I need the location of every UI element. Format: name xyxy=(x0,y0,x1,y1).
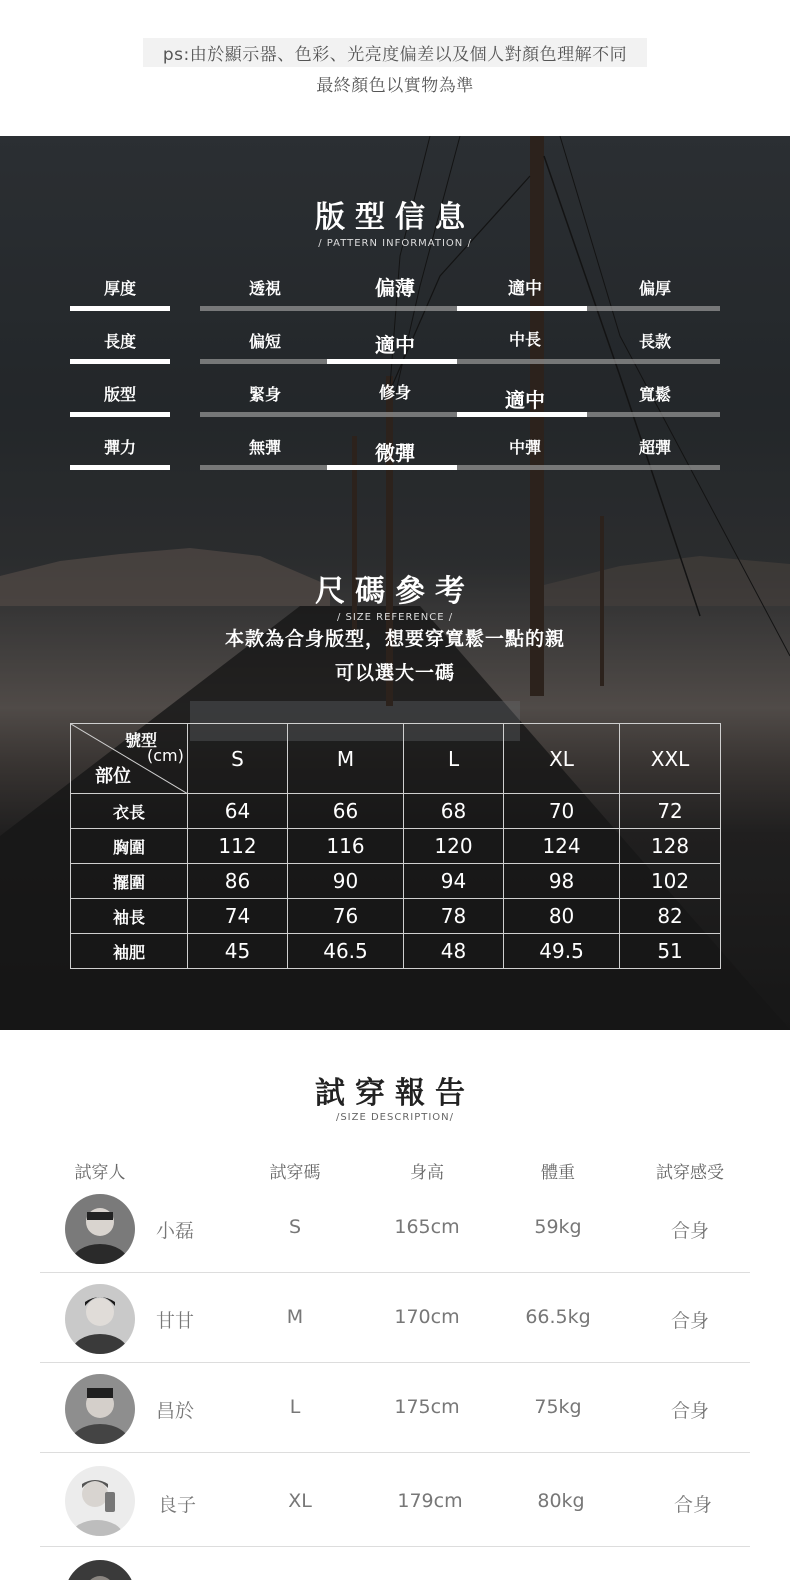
table-cell: 74 xyxy=(188,899,288,934)
row-header: 擺圍 xyxy=(71,864,188,899)
size-table xyxy=(70,723,721,969)
tester-feel: 合身 xyxy=(670,1310,709,1332)
table-cell: 46.5 xyxy=(287,934,403,969)
corner-part-label: 部位 xyxy=(95,766,131,787)
row-header: 衣長 xyxy=(71,794,188,829)
table-cell: 78 xyxy=(404,899,504,934)
size-col-header: M xyxy=(287,724,403,794)
table-cell: 94 xyxy=(404,864,504,899)
table-cell: 45 xyxy=(188,934,288,969)
pattern-option: 透視 xyxy=(248,279,281,298)
tester-weight: 80kg xyxy=(537,1490,585,1512)
table-row xyxy=(40,1274,750,1363)
avatar xyxy=(65,1560,135,1580)
tester-feel: 合身 xyxy=(673,1494,712,1516)
table-cell: 70 xyxy=(503,794,619,829)
size-col-header: XL xyxy=(503,724,619,794)
table-cell: 76 xyxy=(287,899,403,934)
pattern-row-label: 長度 xyxy=(103,332,136,351)
header-height: 身高 xyxy=(410,1163,444,1183)
row-header: 胸圍 xyxy=(71,829,188,864)
pattern-option: 偏厚 xyxy=(638,279,671,298)
avatar xyxy=(65,1284,135,1354)
table-cell: 86 xyxy=(188,864,288,899)
size-ref-intro xyxy=(0,622,790,690)
table-row xyxy=(40,1184,750,1273)
table-cell: 90 xyxy=(287,864,403,899)
table-row xyxy=(71,864,721,899)
table-cell: 116 xyxy=(287,829,403,864)
table-cell: 49.5 xyxy=(503,934,619,969)
pattern-option: 中彈 xyxy=(508,438,541,457)
pattern-section-title xyxy=(0,192,790,249)
pattern-selected-bar xyxy=(457,412,587,417)
table-row xyxy=(40,1454,750,1547)
header-size: 試穿碼 xyxy=(269,1163,321,1183)
report-subtitle: /SIZE DESCRIPTION/ xyxy=(335,1112,455,1123)
size-col-header: S xyxy=(188,724,288,794)
table-cell: 80 xyxy=(503,899,619,934)
pattern-option: 寬鬆 xyxy=(638,385,671,404)
pattern-row xyxy=(70,325,720,378)
table-cell: 112 xyxy=(188,829,288,864)
pattern-row-label: 厚度 xyxy=(103,279,136,298)
tester-name: 昌於 xyxy=(155,1400,194,1422)
pattern-option-selected: 適中 xyxy=(375,333,415,357)
report-section-title xyxy=(0,1068,790,1123)
pattern-row xyxy=(70,431,720,484)
pattern-option: 緊身 xyxy=(248,385,281,404)
size-table-corner xyxy=(71,724,188,794)
size-table-header xyxy=(71,724,721,794)
pattern-selected-bar xyxy=(327,359,457,364)
pattern-track xyxy=(200,465,720,470)
table-cell: 72 xyxy=(620,794,721,829)
pattern-option: 超彈 xyxy=(638,438,671,457)
tester-weight: 59kg xyxy=(534,1216,582,1238)
pattern-label-bar xyxy=(70,412,170,417)
size-ref-section-title xyxy=(0,566,790,623)
avatar xyxy=(65,1374,135,1444)
pattern-option: 修身 xyxy=(378,383,411,402)
pattern-label-bar xyxy=(70,359,170,364)
table-row xyxy=(71,934,721,969)
pattern-option: 偏短 xyxy=(248,332,281,351)
corner-unit-label: (cm) xyxy=(147,746,184,765)
avatar xyxy=(65,1194,135,1264)
tester-weight: 75kg xyxy=(534,1396,582,1418)
row-header: 袖肥 xyxy=(71,934,188,969)
color-notice xyxy=(0,38,790,96)
table-cell: 124 xyxy=(503,829,619,864)
table-row xyxy=(40,1364,750,1453)
report-table-header xyxy=(40,1158,750,1182)
header-feel: 試穿感受 xyxy=(656,1163,724,1183)
pattern-row xyxy=(70,272,720,325)
pattern-row-label: 彈力 xyxy=(103,438,136,457)
tester-size: XL xyxy=(288,1490,312,1512)
header-person: 試穿人 xyxy=(74,1163,126,1183)
pattern-option-selected: 微彈 xyxy=(375,441,415,465)
table-cell: 48 xyxy=(404,934,504,969)
table-row xyxy=(71,829,721,864)
size-info-panel xyxy=(0,136,790,1030)
table-cell: 82 xyxy=(620,899,721,934)
table-cell: 68 xyxy=(404,794,504,829)
tester-weight: 66.5kg xyxy=(525,1306,591,1328)
tester-name: 小磊 xyxy=(155,1220,194,1242)
pattern-row-label: 版型 xyxy=(103,385,136,404)
row-header: 袖長 xyxy=(71,899,188,934)
size-ref-subtitle: / SIZE REFERENCE / xyxy=(336,612,454,623)
tester-size: S xyxy=(288,1216,302,1238)
notice-line-2: 最終顏色以實物為準 xyxy=(316,76,474,96)
pattern-option: 長款 xyxy=(638,332,671,351)
tester-feel: 合身 xyxy=(670,1400,709,1422)
table-cell: 128 xyxy=(620,829,721,864)
pattern-option: 無彈 xyxy=(248,438,281,457)
pattern-label-bar xyxy=(70,306,170,311)
pattern-option: 中長 xyxy=(508,330,541,349)
tester-height: 175cm xyxy=(394,1396,460,1418)
pattern-selected-bar xyxy=(327,465,457,470)
corner-size-label: 號型 xyxy=(125,731,158,750)
pattern-selected-bar xyxy=(457,306,587,311)
pattern-subtitle: / PATTERN INFORMATION / xyxy=(318,238,472,249)
size-ref-title: 尺碼參考 xyxy=(315,574,475,609)
pattern-track xyxy=(200,359,720,364)
tester-size: L xyxy=(289,1396,301,1418)
report-title: 試穿報告 xyxy=(315,1076,475,1111)
pattern-label-bar xyxy=(70,465,170,470)
pattern-title: 版型信息 xyxy=(315,200,475,235)
tester-height: 179cm xyxy=(397,1490,463,1512)
pattern-option: 偏薄 xyxy=(375,276,415,300)
size-ref-intro-line-1: 本款為合身版型，想要穿寬鬆一點的親 xyxy=(224,628,565,650)
size-col-header: XXL xyxy=(620,724,721,794)
table-cell: 102 xyxy=(620,864,721,899)
table-cell: 66 xyxy=(287,794,403,829)
table-cell: 64 xyxy=(188,794,288,829)
tester-size: M xyxy=(286,1306,304,1328)
size-col-header: L xyxy=(404,724,504,794)
table-cell: 120 xyxy=(404,829,504,864)
tester-height: 170cm xyxy=(394,1306,460,1328)
header-weight: 體重 xyxy=(541,1163,575,1183)
pattern-grid xyxy=(70,272,720,484)
table-cell: 51 xyxy=(620,934,721,969)
tester-height: 165cm xyxy=(394,1216,460,1238)
pattern-option-selected: 適中 xyxy=(508,279,542,299)
pattern-option-selected: 適中 xyxy=(505,388,545,412)
size-ref-intro-line-2: 可以選大一碼 xyxy=(334,662,455,684)
pattern-row xyxy=(70,378,720,431)
tester-feel: 合身 xyxy=(670,1220,709,1242)
avatar xyxy=(65,1466,135,1536)
tester-name: 甘甘 xyxy=(155,1310,194,1332)
notice-line-1: ps:由於顯示器、色彩、光亮度偏差以及個人對顏色理解不同 xyxy=(143,38,647,67)
table-cell: 98 xyxy=(503,864,619,899)
tester-name: 良子 xyxy=(157,1494,196,1516)
table-row xyxy=(71,794,721,829)
table-row xyxy=(71,899,721,934)
